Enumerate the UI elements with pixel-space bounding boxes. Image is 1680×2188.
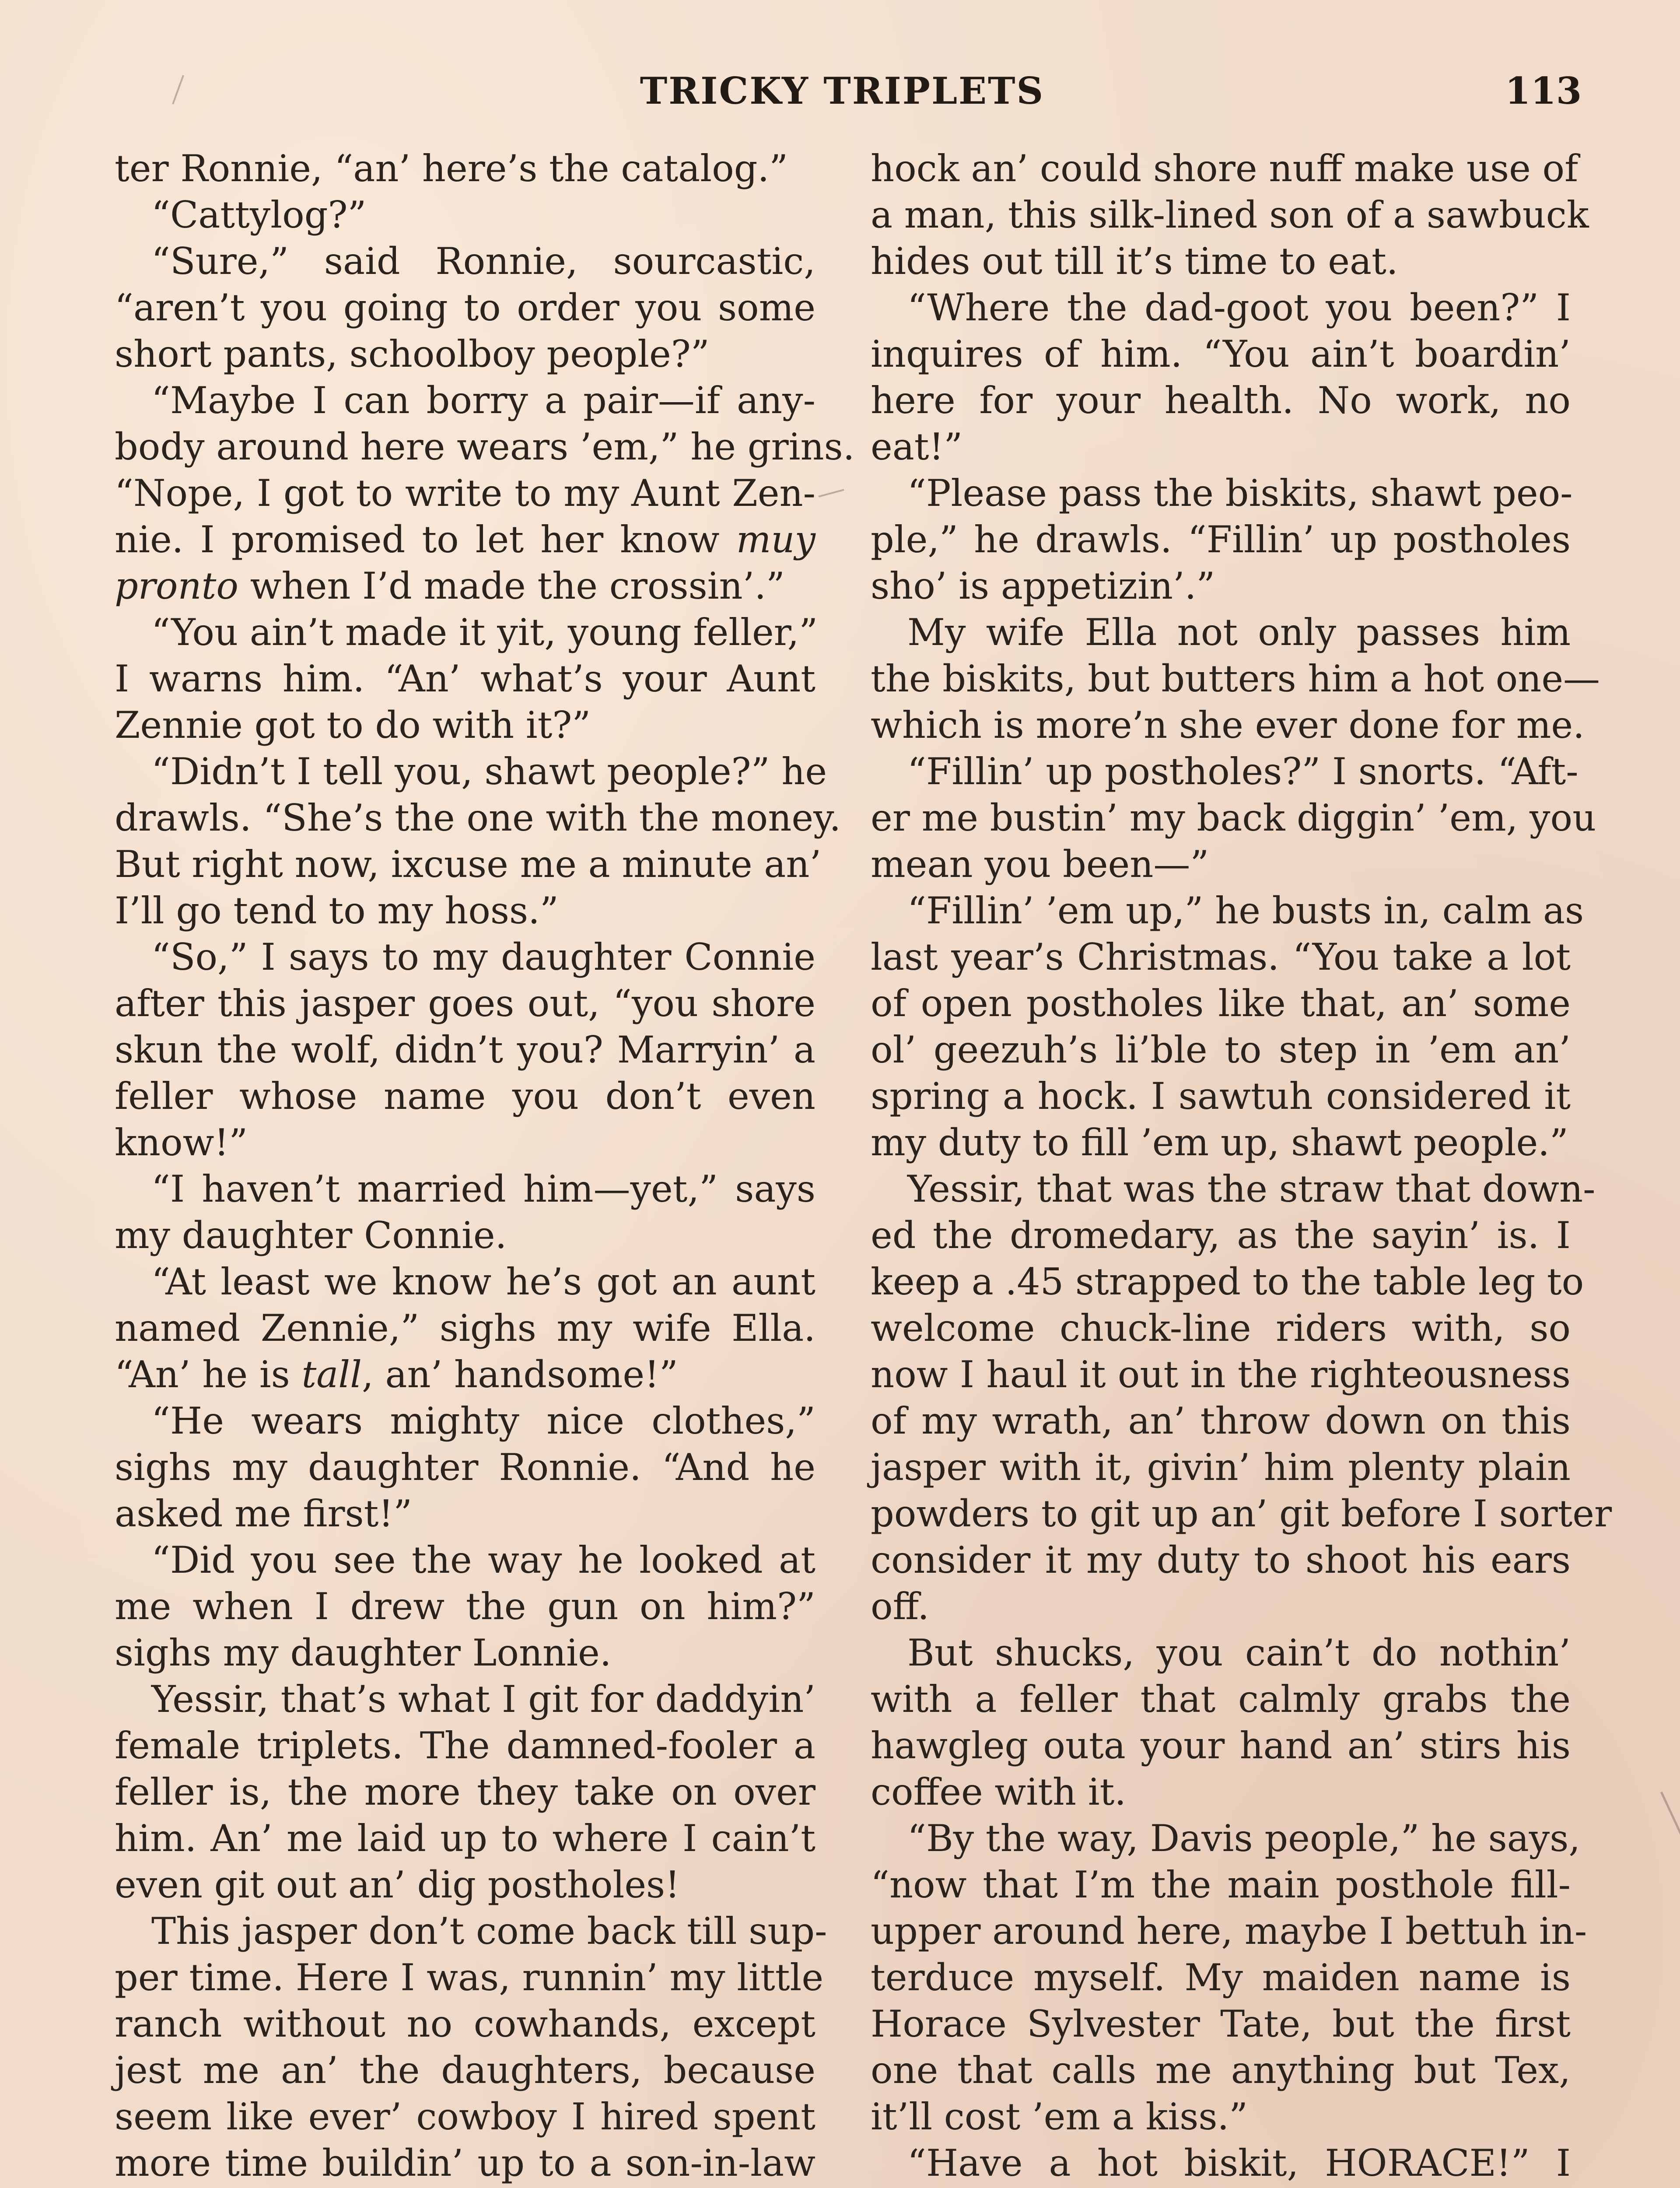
- text-line: feller whose name you don’t even: [115, 1075, 816, 1118]
- text-line: a man, this silk-lined son of a sawbuck: [871, 193, 1589, 236]
- text-line: off.: [871, 1585, 929, 1628]
- text-line: of my wrath, an’ throw down on this: [871, 1399, 1571, 1442]
- text-line: “Fillin’ ’em up,” he busts in, calm as: [907, 889, 1584, 932]
- text-line: hock an’ could shore nuff make use of: [871, 147, 1578, 190]
- text-line: of open postholes like that, an’ some: [871, 982, 1571, 1025]
- text-line: my duty to fill ’em up, shawt people.”: [871, 1121, 1568, 1164]
- text-line: ranch without no cowhands, except: [115, 2002, 816, 2045]
- text-line: him. An’ me laid up to where I cain’t: [115, 1817, 816, 1860]
- text-line: short pants, schoolboy people?”: [115, 333, 710, 375]
- text-line: Yessir, that’s what I git for daddyin’: [151, 1678, 816, 1721]
- text-line: powders to git up an’ git before I sorter: [871, 1492, 1612, 1535]
- text-line: me when I drew the gun on him?”: [115, 1585, 816, 1628]
- text-line: Zennie got to do with it?”: [115, 704, 591, 747]
- left-text-column: [115, 145, 855, 2188]
- text-line: seem like ever’ cowboy I hired spent: [115, 2095, 816, 2138]
- text-line: more time buildin’ up to a son-in-law: [115, 2142, 816, 2184]
- text-line: “now that I’m the main posthole fill-: [871, 1863, 1571, 1906]
- text-line: ple,” he drawls. “Fillin’ up postholes: [871, 518, 1571, 561]
- text-line: “Please pass the biskits, shawt peo-: [907, 472, 1573, 515]
- text-line: here for your health. No work, no: [871, 379, 1571, 422]
- text-line: ter Ronnie, “an’ here’s the catalog.”: [115, 147, 788, 190]
- text-line: after this jasper goes out, “you shore: [115, 982, 816, 1025]
- text-line: feller is, the more they take on over: [115, 1771, 816, 1813]
- text-line: “Where the dad-goot you been?” I: [907, 286, 1571, 329]
- text-line: pronto when I’d made the crossin’.”: [115, 565, 785, 607]
- text-line: Yessir, that was the straw that down-: [907, 1168, 1596, 1210]
- text-line: “Cattylog?”: [151, 193, 367, 236]
- text-line: ol’ geezuh’s li’ble to step in ’em an’: [871, 1028, 1571, 1071]
- text-line: “An’ he is tall, an’ handsome!”: [115, 1353, 678, 1396]
- text-line: “Fillin’ up postholes?” I snorts. “Aft-: [907, 750, 1578, 793]
- text-line: coffee with it.: [871, 1771, 1127, 1813]
- text-line: “Maybe I can borry a pair—if any-: [151, 379, 816, 422]
- text-line: nie. I promised to let her know muy: [115, 518, 816, 561]
- text-line: jest me an’ the daughters, because: [115, 2049, 816, 2092]
- text-line: “So,” I says to my daughter Connie: [151, 936, 816, 978]
- text-line: jasper with it, givin’ him plenty plain: [871, 1446, 1571, 1489]
- text-line: it’ll cost ’em a kiss.”: [871, 2095, 1248, 2138]
- text-line: consider it my duty to shoot his ears: [871, 1539, 1571, 1581]
- text-line: sho’ is appetizin’.”: [871, 565, 1215, 607]
- text-line: My wife Ella not only passes him: [907, 611, 1571, 654]
- text-line: with a feller that calmly grabs the: [871, 1678, 1571, 1721]
- text-line: know!”: [115, 1121, 248, 1164]
- text-line: per time. Here I was, runnin’ my little: [115, 1956, 824, 1999]
- text-line: “He wears mighty nice clothes,”: [151, 1399, 816, 1442]
- text-line: “Did you see the way he looked at: [151, 1539, 816, 1581]
- text-line: last year’s Christmas. “You take a lot: [871, 936, 1571, 978]
- text-line: even git out an’ dig postholes!: [115, 1863, 680, 1906]
- text-line: hawgleg outa your hand an’ stirs his: [871, 1724, 1571, 1767]
- running-head-title: TRICKY TRIPLETS: [640, 69, 1045, 112]
- text-line: “Sure,” said Ronnie, sourcastic,: [151, 240, 816, 283]
- text-line: spring a hock. I sawtuh considered it: [871, 1075, 1571, 1118]
- text-line: “I haven’t married him—yet,” says: [151, 1168, 816, 1210]
- text-line: This jasper don’t come back till sup-: [151, 1910, 827, 1953]
- text-line: the biskits, but butters him a hot one—: [871, 657, 1600, 700]
- text-line: “aren’t you going to order you some: [115, 286, 816, 329]
- text-line: one that calls me anything but Tex,: [871, 2049, 1571, 2092]
- text-line: female triplets. The damned-fooler a: [115, 1724, 816, 1767]
- text-line: named Zennie,” sighs my wife Ella.: [115, 1307, 816, 1350]
- page-number: 113: [1505, 69, 1582, 112]
- right-text-column: [871, 145, 1612, 2188]
- text-line: [871, 2186, 1571, 2188]
- text-line: asked me first!”: [115, 1492, 413, 1535]
- text-line: ed the dromedary, as the sayin’ is. I: [871, 1214, 1571, 1257]
- text-line: skun the wolf, didn’t you? Marryin’ a: [115, 1028, 816, 1071]
- print-speck: [172, 75, 184, 104]
- text-line: Horace Sylvester Tate, but the first: [871, 2002, 1571, 2045]
- print-speck: [819, 489, 844, 497]
- text-line: body around here wears ’em,” he grins.: [115, 425, 855, 468]
- text-line: hides out till it’s time to eat.: [871, 240, 1398, 283]
- print-speck: [1660, 1792, 1680, 1836]
- text-line: er me bustin’ my back diggin’ ’em, you: [871, 796, 1596, 839]
- text-line: “At least we know he’s got an aunt: [151, 1260, 816, 1303]
- text-line: welcome chuck-line riders with, so: [871, 1307, 1571, 1350]
- text-line: “You ain’t made it yit, young feller,”: [151, 611, 818, 654]
- text-line: I warns him. “An’ what’s your Aunt: [115, 657, 816, 700]
- text-line: I’ll go tend to my hoss.”: [115, 889, 559, 932]
- text-line: “Didn’t I tell you, shawt people?” he: [151, 750, 827, 793]
- text-line: But shucks, you cain’t do nothin’: [907, 1631, 1571, 1674]
- text-line: eat!”: [871, 425, 963, 468]
- text-line: my daughter Connie.: [115, 1214, 507, 1257]
- text-line: upper around here, maybe I bettuh in-: [871, 1910, 1587, 1953]
- text-line: inquires of him. “You ain’t boardin’: [871, 333, 1571, 375]
- text-line: drawls. “She’s the one with the money.: [115, 796, 841, 839]
- text-line: “Have a hot biskit, HORACE!” I: [907, 2142, 1571, 2184]
- text-line: “Nope, I got to write to my Aunt Zen-: [115, 472, 816, 515]
- text-line: “By the way, Davis people,” he says,: [907, 1817, 1581, 1860]
- text-line: But right now, ixcuse me a minute an’: [115, 843, 822, 886]
- text-line: sighs my daughter Lonnie.: [115, 1631, 612, 1674]
- text-line: mean you been—”: [871, 843, 1209, 886]
- text-line: terduce myself. My maiden name is: [871, 1956, 1571, 1999]
- text-line: now I haul it out in the righteousness: [871, 1353, 1571, 1396]
- text-line: keep a .45 strapped to the table leg to: [871, 1260, 1584, 1303]
- text-line: sighs my daughter Ronnie. “And he: [115, 1446, 816, 1489]
- text-line: which is more’n she ever done for me.: [871, 704, 1585, 747]
- text-line: [115, 2186, 816, 2188]
